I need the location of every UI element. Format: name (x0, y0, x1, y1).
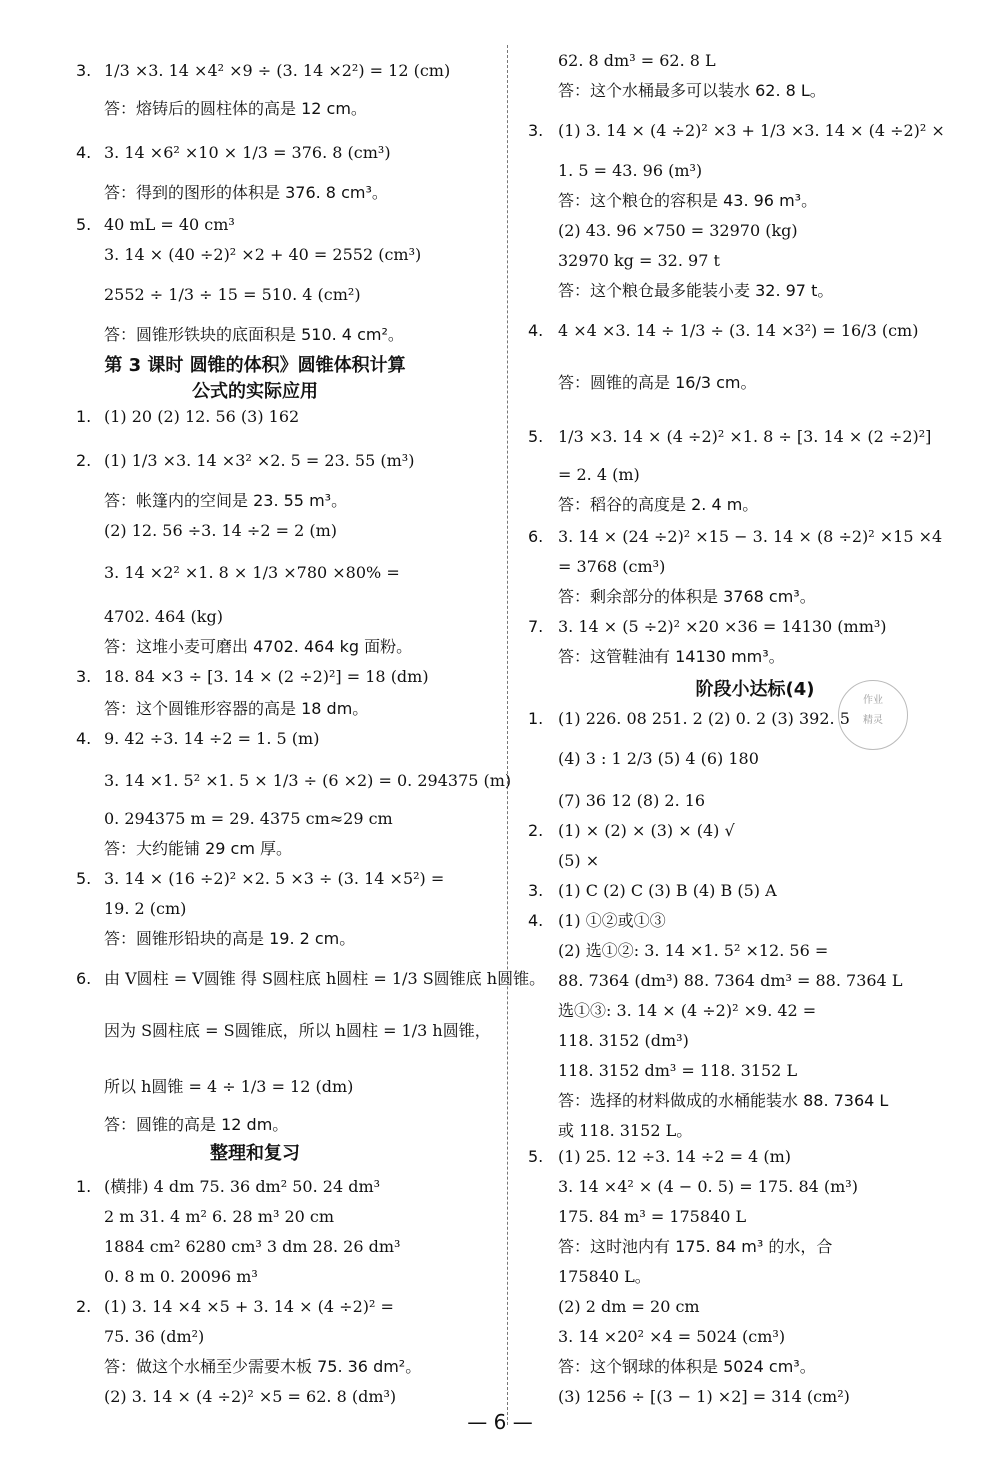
solution-line: (4) 3 : 1 2/3 (5) 4 (6) 180 (558, 749, 759, 768)
question-number: 5. (76, 215, 92, 234)
question-number: 4. (76, 143, 92, 162)
solution-line: 9. 42 ÷3. 14 ÷2 = 1. 5 (m) (104, 729, 320, 748)
question-number: 3. (528, 881, 544, 900)
solution-line: 所以 h圆锥 = 4 ÷ 1/3 = 12 (dm) (104, 1077, 354, 1096)
solution-line: (2) 43. 96 ×750 = 32970 (kg) (558, 221, 798, 240)
solution-line: = 2. 4 (m) (558, 465, 640, 484)
solution-line: (2) 2 dm = 20 cm (558, 1297, 700, 1316)
question-number: 4. (528, 911, 544, 930)
stamp-line-2: 精灵 (863, 715, 883, 726)
answer-line: 答：圆锥形铁块的底面积是 510. 4 cm²。 (104, 325, 404, 344)
page-number: — 6 — (467, 1410, 533, 1434)
solution-line: (1) 1/3 ×3. 14 ×3² ×2. 5 = 23. 55 (m³) (104, 451, 415, 470)
solution-line: 3. 14 ×1. 5² ×1. 5 × 1/3 ÷ (6 ×2) = 0. 294375 (m) (104, 771, 512, 790)
solution-line: 2 m 31. 4 m² 6. 28 m³ 20 cm (104, 1207, 335, 1226)
answer-line: 答：帐篷内的空间是 23. 55 m³。 (104, 491, 348, 510)
solution-line: = 3768 (cm³) (558, 557, 666, 576)
question-number: 2. (528, 821, 544, 840)
question-number: 2. (76, 451, 92, 470)
answer-line: 答：这个粮仓的容积是 43. 96 m³。 (558, 191, 818, 210)
solution-line: (5) × (558, 851, 600, 870)
solution-line: (1) 3. 14 × (4 ÷2)² ×3 + 1/3 ×3. 14 × (4 ÷2)² × (558, 121, 945, 140)
solution-line: (2) 12. 56 ÷3. 14 ÷2 = 2 (m) (104, 521, 338, 540)
answer-line: 答：这管鞋油有 14130 mm³。 (558, 647, 785, 666)
solution-line: 3. 14 × (16 ÷2)² ×2. 5 ×3 ÷ (3. 14 ×5²) = (104, 869, 445, 888)
solution-line: 175. 84 m³ = 175840 L (558, 1207, 747, 1226)
solution-line: 3. 14 ×2² ×1. 8 × 1/3 ×780 ×80% = (104, 563, 400, 582)
solution-line: 40 mL = 40 cm³ (104, 215, 235, 234)
solution-line: (2) 选①②: 3. 14 ×1. 5² ×12. 56 = (558, 941, 829, 960)
solution-line: (7) 36 12 (8) 2. 16 (558, 791, 706, 810)
answer-line: 答：剩余部分的体积是 3768 cm³。 (558, 587, 816, 606)
solution-line: 3. 14 × (40 ÷2)² ×2 + 40 = 2552 (cm³) (104, 245, 422, 264)
answer-line: 答：得到的图形的体积是 376. 8 cm³。 (104, 183, 388, 202)
stamp-line-1: 作业 (863, 695, 883, 706)
question-number: 4. (76, 729, 92, 748)
question-number: 1. (76, 407, 92, 426)
stamp-seal (838, 680, 908, 750)
solution-line: 选①③: 3. 14 × (4 ÷2)² ×9. 42 = (558, 1001, 817, 1020)
solution-line: (横排) 4 dm 75. 36 dm² 50. 24 dm³ (104, 1177, 381, 1196)
solution-line: 1/3 ×3. 14 × (4 ÷2)² ×1. 8 ÷ [3. 14 × (2 ÷2)²] (558, 427, 932, 446)
solution-line: 88. 7364 (dm³) 88. 7364 dm³ = 88. 7364 L (558, 971, 903, 990)
solution-line: 19. 2 (cm) (104, 899, 187, 918)
answer-line: 答：这个钢球的体积是 5024 cm³。 (558, 1357, 816, 1376)
solution-line: 32970 kg = 32. 97 t (558, 251, 720, 270)
question-number: 5. (528, 427, 544, 446)
answer-line: 答：大约能铺 29 cm 厚。 (104, 839, 293, 858)
solution-line: (2) 3. 14 × (4 ÷2)² ×5 = 62. 8 (dm³) (104, 1387, 397, 1406)
question-number: 2. (76, 1297, 92, 1316)
answer-line: 答：这堆小麦可磨出 4702. 464 kg 面粉。 (104, 637, 413, 656)
answer-line: 答：这个圆锥形容器的高是 18 dm。 (104, 699, 369, 718)
solution-line: (1) 3. 14 ×4 ×5 + 3. 14 × (4 ÷2)² = (104, 1297, 394, 1316)
solution-line: 3. 14 × (5 ÷2)² ×20 ×36 = 14130 (mm³) (558, 617, 887, 636)
question-number: 3. (76, 667, 92, 686)
question-number: 6. (76, 969, 92, 988)
answer-line: 答：圆锥的高是 12 dm。 (104, 1115, 289, 1134)
answer-line: 答：做这个水桶至少需要木板 75. 36 dm²。 (104, 1357, 422, 1376)
question-number: 7. (528, 617, 544, 636)
solution-line: 3. 14 ×20² ×4 = 5024 (cm³) (558, 1327, 786, 1346)
solution-line: (1) 20 (2) 12. 56 (3) 162 (104, 407, 300, 426)
solution-line: 3. 14 × (24 ÷2)² ×15 − 3. 14 × (8 ÷2)² ×15 ×4 (558, 527, 943, 546)
solution-line: 1. 5 = 43. 96 (m³) (558, 161, 703, 180)
solution-line: 由 V圆柱 = V圆锥 得 S圆柱底 h圆柱 = 1/3 S圆锥底 h圆锥。 (104, 969, 546, 988)
solution-line: (1) × (2) × (3) × (4) √ (558, 821, 735, 840)
solution-line: (1) ①②或①③ (558, 911, 666, 930)
question-number: 4. (528, 321, 544, 340)
solution-line: 4702. 464 (kg) (104, 607, 223, 626)
answer-line: 答：这个水桶最多可以装水 62. 8 L。 (558, 81, 826, 100)
answer-line: 答：圆锥形铅块的高是 19. 2 cm。 (104, 929, 356, 948)
solution-line: 0. 8 m 0. 20096 m³ (104, 1267, 258, 1286)
solution-line: 3. 14 ×4² × (4 − 0. 5) = 175. 84 (m³) (558, 1177, 858, 1196)
solution-line: (1) C (2) C (3) B (4) B (5) A (558, 881, 777, 900)
solution-line: 4 ×4 ×3. 14 ÷ 1/3 ÷ (3. 14 ×3²) = 16/3 (cm) (558, 321, 919, 340)
section-heading: 整理和复习 (210, 1143, 300, 1164)
solution-line: 18. 84 ×3 ÷ [3. 14 × (2 ÷2)²] = 18 (dm) (104, 667, 429, 686)
section-heading: 公式的实际应用 (192, 381, 318, 402)
solution-line: 75. 36 (dm²) (104, 1327, 205, 1346)
solution-line: 因为 S圆柱底 = S圆锥底，所以 h圆柱 = 1/3 h圆锥， (104, 1021, 491, 1040)
solution-line: (1) 226. 08 251. 2 (2) 0. 2 (3) 392. 5 (558, 709, 850, 728)
solution-line: 175840 L。 (558, 1267, 651, 1286)
solution-line: 1/3 ×3. 14 ×4² ×9 ÷ (3. 14 ×2²) = 12 (cm) (104, 61, 451, 80)
solution-line: (3) 1256 ÷ [(3 − 1) ×2] = 314 (cm²) (558, 1387, 850, 1406)
question-number: 1. (76, 1177, 92, 1196)
answer-line: 答：圆锥的高是 16/3 cm。 (558, 373, 757, 392)
solution-line: 118. 3152 (dm³) (558, 1031, 689, 1050)
question-number: 3. (76, 61, 92, 80)
answer-line: 答：这个粮仓最多能装小麦 32. 97 t。 (558, 281, 834, 300)
question-number: 5. (528, 1147, 544, 1166)
solution-line: 2552 ÷ 1/3 ÷ 15 = 510. 4 (cm²) (104, 285, 361, 304)
solution-line: 0. 294375 m = 29. 4375 cm≈29 cm (104, 809, 393, 828)
answer-line: 答：稻谷的高度是 2. 4 m。 (558, 495, 759, 514)
solution-line: 3. 14 ×6² ×10 × 1/3 = 376. 8 (cm³) (104, 143, 391, 162)
solution-line: 1884 cm² 6280 cm³ 3 dm 28. 26 dm³ (104, 1237, 401, 1256)
solution-line: 62. 8 dm³ = 62. 8 L (558, 51, 716, 70)
answer-line: 答：选择的材料做成的水桶能装水 88. 7364 L (558, 1091, 889, 1110)
question-number: 1. (528, 709, 544, 728)
question-number: 5. (76, 869, 92, 888)
solution-line: (1) 25. 12 ÷3. 14 ÷2 = 4 (m) (558, 1147, 792, 1166)
answer-line: 答：这时池内有 175. 84 m³ 的水，合 (558, 1237, 833, 1256)
solution-line: 118. 3152 dm³ = 118. 3152 L (558, 1061, 798, 1080)
answer-line: 答：熔铸后的圆柱体的高是 12 cm。 (104, 99, 367, 118)
section-heading: 第 3 课时 圆锥的体积》圆锥体积计算 (104, 355, 406, 376)
question-number: 6. (528, 527, 544, 546)
section-heading: 阶段小达标(4) (695, 679, 815, 700)
solution-line: 或 118. 3152 L。 (558, 1121, 693, 1140)
question-number: 3. (528, 121, 544, 140)
column-divider (507, 45, 508, 1425)
